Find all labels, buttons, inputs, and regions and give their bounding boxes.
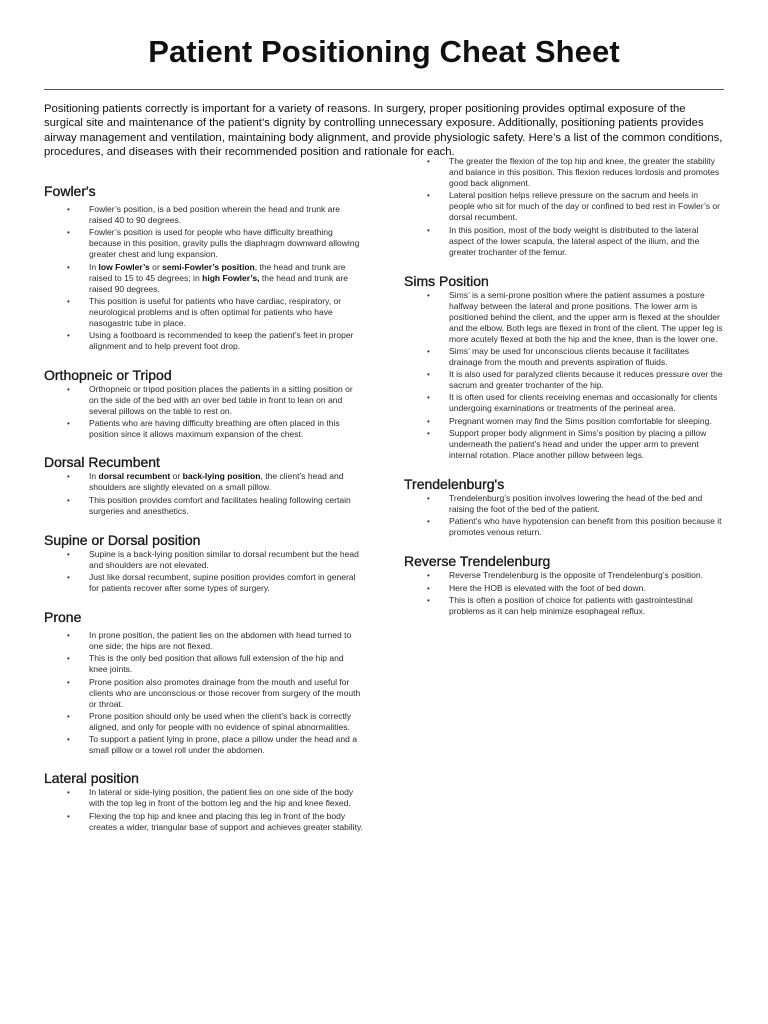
bullet-list — [44, 549, 364, 594]
section-orthopneic — [44, 367, 364, 440]
list-item: • To support a patient lying in prone, place a pillow under the head and a small pillow or a towel roll under the abdomen. — [67, 734, 357, 756]
title-divider — [44, 89, 724, 90]
bullet-icon: • — [67, 331, 70, 341]
list-item: • This is often a position of choice for patients with gastrointestinal problems as it can help minimize esophageal reflux. — [427, 594, 693, 616]
list-item: • It is often used for clients receiving enemas and occasionally for clients undergoing examinations or treatments of the perineal area. — [427, 392, 718, 414]
list-item: • In lateral or side-lying position, the patient lies on one side of the body with the top leg in front of the bottom leg and the hip and knee flexed. — [67, 787, 354, 809]
bullet-list — [44, 204, 364, 352]
bullet-list — [44, 384, 364, 440]
bullet-icon: • — [67, 228, 70, 238]
bullet-icon: • — [67, 631, 70, 641]
list-item: • Supine is a back-lying position similar to dorsal recumbent but the head and shoulders are not elevated. — [67, 548, 359, 570]
bullet-icon: • — [67, 419, 70, 429]
bullet-list — [404, 493, 724, 538]
section-heading: Sims Position — [404, 272, 489, 289]
bullet-icon: • — [427, 494, 430, 504]
list-item: • In low Fowler’s or semi-Fowler’s position, the head and trunk are raised to 15 to 45 degrees; in high Fowler’s, the head and trunk are raised 90 degrees. — [67, 261, 348, 294]
bullet-icon: • — [67, 262, 70, 272]
section-heading: Dorsal Recumbent — [44, 454, 160, 471]
bullet-icon: • — [427, 571, 430, 581]
section-reverse-trendelenburg — [404, 553, 724, 617]
bullet-icon: • — [427, 416, 430, 426]
bullet-icon: • — [427, 595, 430, 605]
bullet-icon: • — [427, 225, 430, 235]
bullet-icon: • — [67, 788, 70, 798]
list-item: • Just like dorsal recumbent, supine position provides comfort in general for patients recover after some types of surgery. — [67, 572, 356, 594]
list-item: • Orthopneic or tripod position places the patients in a sitting position or on the side of the bed with an over bed table in front to lean on and several pillows on the table to rest on. — [67, 384, 353, 417]
bullet-icon: • — [67, 205, 70, 214]
bullet-icon: • — [67, 296, 70, 306]
bullet-icon: • — [67, 811, 70, 821]
section-heading: Fowler's — [44, 183, 96, 199]
bullet-icon: • — [427, 370, 430, 380]
bullet-icon: • — [427, 517, 430, 527]
list-item: • Pregnant women may find the Sims position comfortable for sleeping. — [427, 415, 712, 426]
section-sims — [404, 273, 724, 461]
bullet-icon: • — [427, 191, 430, 201]
section-heading: Trendelenburg's — [404, 476, 505, 493]
bullet-list — [44, 787, 364, 832]
list-item: • Reverse Trendelenburg is the opposite of Trendelenburg’s position. — [427, 570, 704, 581]
list-item: • In this position, most of the body weight is distributed to the lateral aspect of the lower scapula, the lateral aspect of the ilium, and the greater trochanter of the femur. — [427, 224, 700, 257]
section-lateral — [44, 770, 364, 832]
section-heading: Prone — [44, 609, 82, 626]
bullet-icon: • — [67, 711, 70, 721]
bullet-icon: • — [427, 583, 430, 593]
bullet-icon: • — [67, 677, 70, 687]
bullet-icon: • — [67, 573, 70, 583]
list-item: • Support proper body alignment in Sims’s position by placing a pillow underneath the patient’s head and under the upper arm to prevent internal rotation. Place another pillow between legs. — [427, 428, 707, 461]
list-item: • This position provides comfort and facilitates healing following certain surgeries and anesthetics. — [67, 494, 351, 516]
section-heading: Lateral position — [44, 770, 139, 787]
right-column — [404, 156, 724, 618]
list-item: • This is the only bed position that allows full extension of the hip and knee joints. — [67, 653, 344, 675]
list-item: • Prone position also promotes drainage from the mouth and useful for clients who are unconscious or those recover from surgery of the mouth or throat. — [67, 676, 361, 709]
list-item: • Fowler’s position is used for people who have difficulty breathing because in this position, gravity pulls the diaphragm downward allowing greater chest and lung expansion. — [67, 227, 360, 260]
list-item: • In dorsal recumbent or back-lying position, the client’s head and shoulders are slightly elevated on a small pillow. — [67, 471, 344, 493]
list-item: • Sims’ is a semi-prone position where the patient assumes a posture halfway between the lateral and prone positions. The lower arm is positioned behind the client, and the upper arm is flexed at the shoulder and the elbow. Both legs are flexed in front of the client. The upper leg is more acutely flexed at both the hip and the knee, than is the lower one. — [427, 289, 723, 344]
section-dorsal-recumbent — [44, 454, 364, 516]
bullet-icon: • — [67, 654, 70, 664]
page-title: Patient Positioning Cheat Sheet — [148, 34, 620, 69]
bullet-icon: • — [67, 472, 70, 482]
list-item: • Here the HOB is elevated with the foot of bed down. — [427, 582, 646, 593]
list-item: • Using a footboard is recommended to keep the patient’s feet in proper alignment and to help prevent foot drop. — [67, 330, 354, 352]
section-prone — [44, 609, 364, 756]
bullet-list — [404, 156, 724, 258]
list-item: • Fowler’s position, is a bed position wherein the head and trunk are raised 40 to 90 degrees. — [67, 204, 341, 225]
list-item: • Trendelenburg’s position involves lowering the head of the bed and raising the foot of the bed of the patient. — [427, 493, 703, 515]
bullet-list — [404, 570, 724, 617]
bullet-icon: • — [67, 735, 70, 745]
list-item: • Prone position should only be used when the client’s back is correctly aligned, and only for people with no evidence of spinal abnormalities. — [67, 710, 352, 732]
list-item: • Flexing the top hip and knee and placing this leg in front of the body creates a wider, triangular base of support and achieves greater stability. — [67, 810, 363, 832]
section-heading: Supine or Dorsal position — [44, 531, 201, 548]
bullet-icon: • — [427, 429, 430, 439]
bullet-icon: • — [427, 290, 430, 300]
left-column — [44, 183, 364, 834]
section-heading: Reverse Trendelenburg — [404, 553, 551, 570]
section-supine — [44, 532, 364, 594]
list-item: • This position is useful for patients who have cardiac, respiratory, or neurological problems and is often optimal for patients who have nasogastric tube in place. — [67, 295, 342, 328]
list-item: • The greater the flexion of the top hip and knee, the greater the stability and balance in this position. This flexion reduces lordosis and promotes good back alignment. — [427, 156, 720, 188]
bullet-icon: • — [67, 549, 70, 559]
list-item: • Sims’ may be used for unconscious clients because it facilitates drainage from the mouth and prevents aspiration of fluids. — [427, 345, 690, 367]
section-heading: Orthopneic or Tripod — [44, 367, 172, 384]
bullet-icon: • — [427, 157, 430, 166]
section-trendelenburg — [404, 476, 724, 538]
bullet-list — [44, 630, 364, 756]
bullet-icon: • — [67, 385, 70, 395]
section-fowlers — [44, 183, 364, 352]
list-item: • Lateral position helps relieve pressure on the sacrum and heels in people who sit for much of the day or confined to bed rest in Fowler’s or dorsal recumbent. — [427, 190, 720, 223]
list-item: • Patient’s who have hypotension can benefit from this position because it promotes venous return. — [427, 516, 722, 538]
bullet-icon: • — [427, 393, 430, 403]
bullet-icon: • — [67, 495, 70, 505]
bullet-icon: • — [427, 346, 430, 356]
list-item: • It is also used for paralyzed clients because it reduces pressure over the sacrum and greater trochanter of the hip. — [427, 369, 723, 391]
bullet-list — [404, 290, 724, 461]
section-lateral-continued — [404, 156, 724, 258]
bullet-list — [44, 471, 364, 516]
list-item: • In prone position, the patient lies on the abdomen with head turned to one side; the hips are not flexed. — [67, 630, 352, 652]
list-item: • Patients who are having difficulty breathing are often placed in this position since it allows maximum expansion of the chest. — [67, 418, 340, 440]
intro-paragraph: Positioning patients correctly is important for a variety of reasons. In surgery, proper positioning provides optimal exposure of the surgical site and maintenance of the patient’s dignity by controlling unnecessary exposure. Additionally, positioning patients provides airway management and ventilation, maintaining body alignment, and provide physiologic safety. Here’s a list of the common conditions, procedures, and diseases with their recommended position and rationale for each. — [44, 103, 723, 158]
